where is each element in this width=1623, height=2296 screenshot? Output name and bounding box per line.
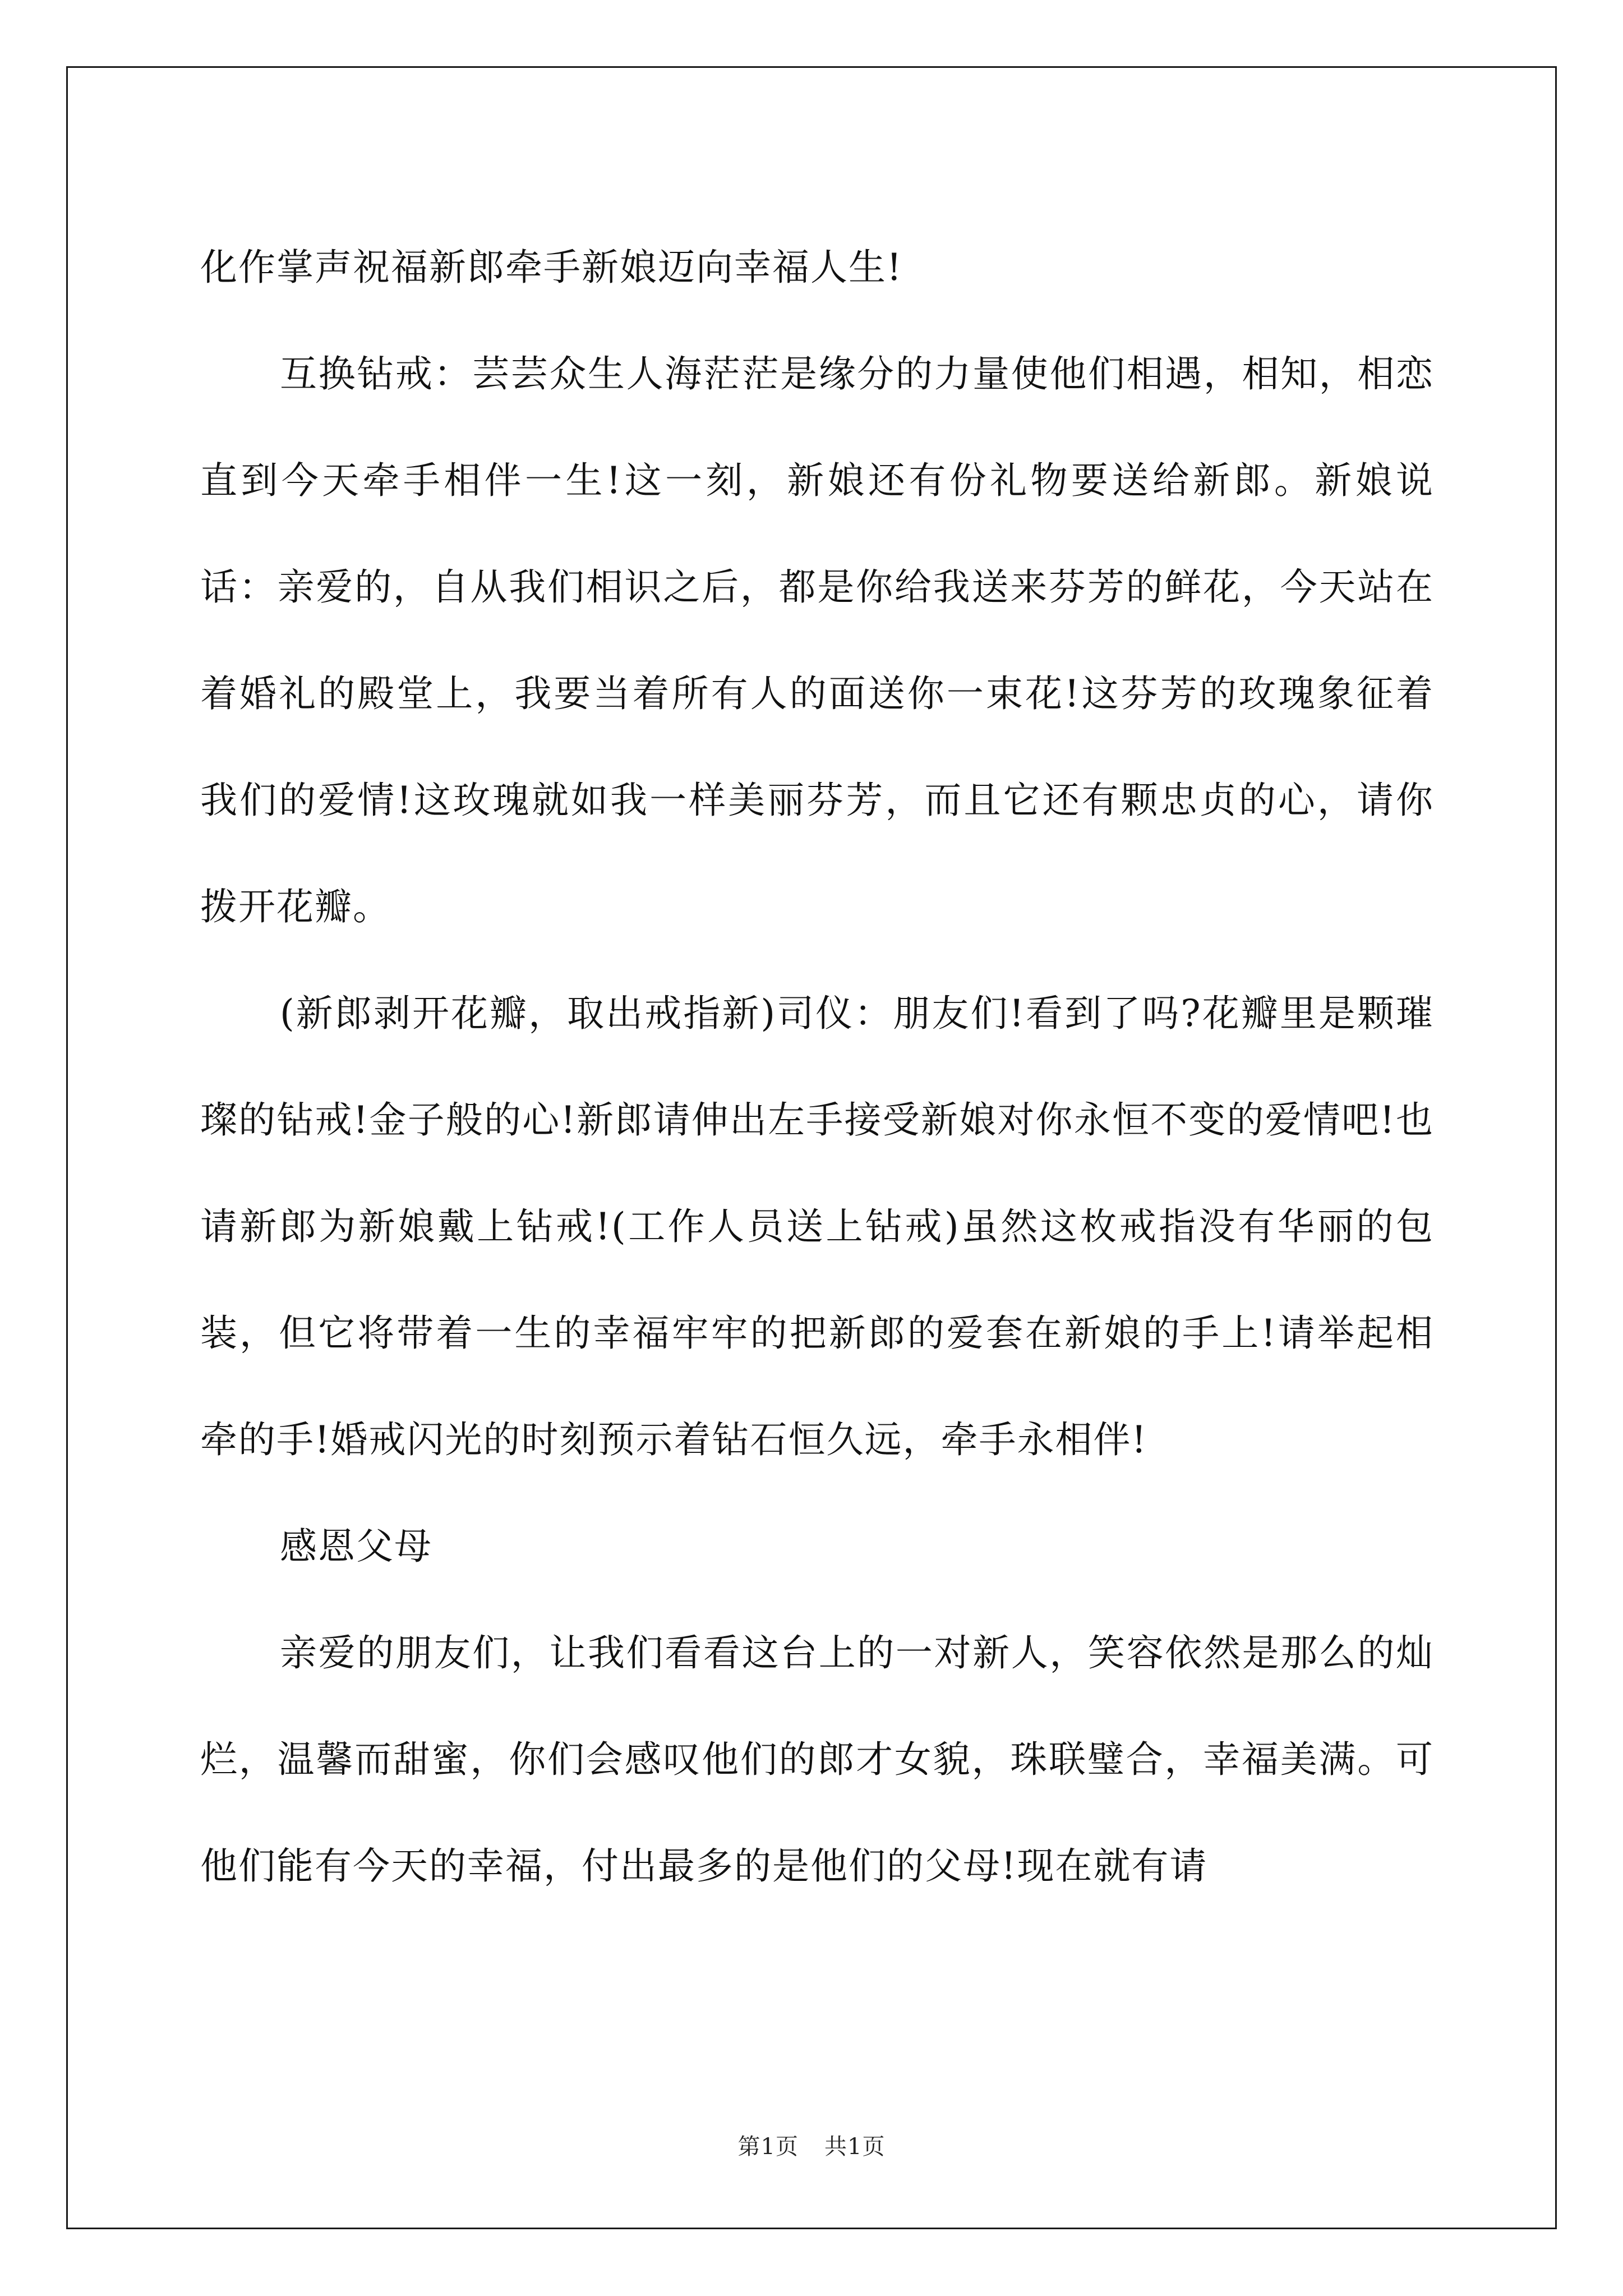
page-total: 共1页 — [824, 2134, 886, 2160]
page-footer — [0, 2129, 1623, 2161]
document-body — [200, 214, 1434, 1920]
paragraph-ring-reveal: (新郎剥开花瓣，取出戒指新)司仪：朋友们!看到了吗?花瓣里是颗璀璨的钻戒!金子般的心!新郎请伸出左手接受新娘对你永恒不变的爱情吧!也请新郎为新娘戴上钻戒!(工作人员送上钻戒)虽然这枚戒指没有华丽的包装，但它将带着一生的幸福牢牢的把新郎的爱套在新娘的手上!请举起相牵的手!婚戒闪光的时刻预示着钻石恒久远，牵手永相伴! — [200, 992, 1434, 1461]
paragraph-ring-exchange: 互换钻戒：芸芸众生人海茫茫是缘分的力量使他们相遇，相知，相恋直到今天牵手相伴一生!这一刻，新娘还有份礼物要送给新郎。新娘说话：亲爱的，自从我们相识之后，都是你给我送来芬芳的鲜花，今天站在着婚礼的殿堂上，我要当着所有人的面送你一束花!这芬芳的玫瑰象征着我们的爱情!这玫瑰就如我一样美丽芬芳，而且它还有颗忠贞的心，请你拨开花瓣。 — [200, 352, 1434, 928]
paragraph-thank-parents: 亲爱的朋友们，让我们看看这台上的一对新人，笑容依然是那么的灿烂，温馨而甜蜜，你们会感叹他们的郎才女貌，珠联璧合，幸福美满。可他们能有今天的幸福，付出最多的是他们的父母!现在就有请 — [200, 1631, 1434, 1888]
paragraph-continuation: 化作掌声祝福新郎牵手新娘迈向幸福人生! — [200, 246, 903, 289]
page-number: 第1页 — [737, 2134, 799, 2160]
section-heading-thank-parents: 感恩父母 — [280, 1525, 432, 1568]
